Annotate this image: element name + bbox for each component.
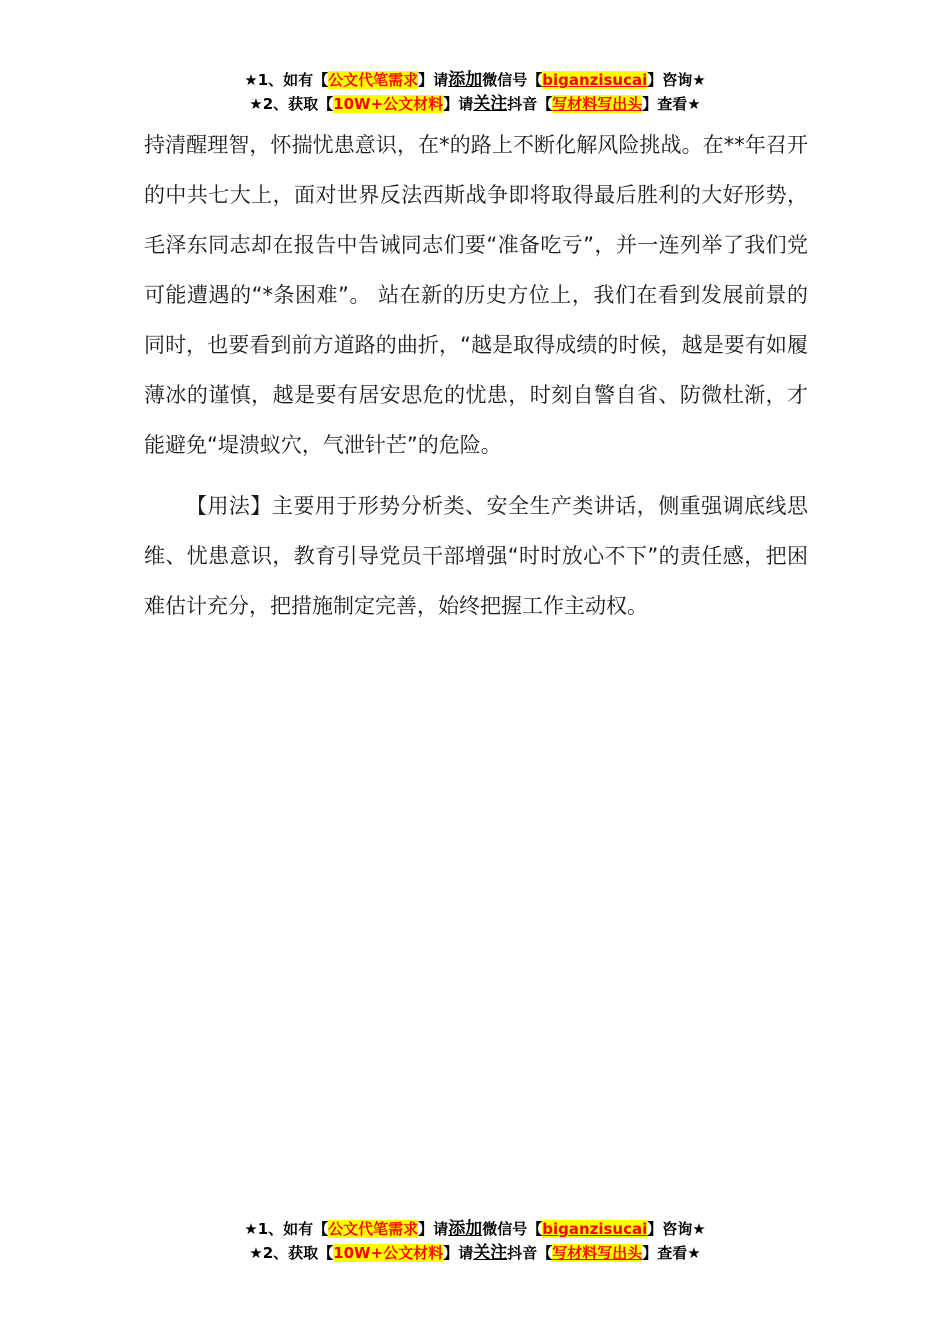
banner-line-2 [0,1241,950,1265]
paragraph-usage: 【用法】主要用于形势分析类、安全生产类讲话，侧重强调底线思维、忧患意识，教育引导党员干部增强“时时放心不下”的责任感，把困难估计充分，把措施制定完善，始终把握工作主动权。 [144,494,808,618]
document-body [144,120,808,631]
banner-text: 微信号【 [482,1220,543,1238]
banner-text: 】咨询★ [647,71,706,89]
highlight-service: 公文代笔需求 [328,1220,419,1238]
highlight-douyin-id: 写材料写出头 [552,95,643,113]
banner-text: 微信号【 [482,71,543,89]
highlight-wechat-id: biganzisucai [542,71,648,89]
banner-text: 】请 [443,1244,474,1262]
banner-text: ★2、获取【 [249,1244,334,1262]
banner-text: ★2、获取【 [249,95,334,113]
bottom-banner [0,1217,950,1265]
banner-text: 】请 [418,1220,449,1238]
banner-text: 】查看★ [642,1244,701,1262]
banner-line-1 [0,68,950,92]
banner-text: ★1、如有【 [244,1220,329,1238]
banner-text: 】请 [443,95,474,113]
banner-text: 抖音【 [507,1244,553,1262]
banner-text: 抖音【 [507,95,553,113]
emphasis-text: 添加 [448,70,483,90]
highlight-wechat-id: biganzisucai [542,1220,648,1238]
banner-text: 】查看★ [642,95,701,113]
highlight-douyin-id: 写材料写出头 [552,1244,643,1262]
highlight-materials: 10W+公文材料 [333,1244,444,1262]
highlight-service: 公文代笔需求 [328,71,419,89]
emphasis-text: 关注 [473,94,508,114]
emphasis-text: 添加 [448,1219,483,1239]
banner-line-1 [0,1217,950,1241]
banner-text: ★1、如有【 [244,71,329,89]
emphasis-text: 关注 [473,1243,508,1263]
banner-line-2 [0,92,950,116]
top-banner [0,68,950,116]
banner-text: 】咨询★ [647,1220,706,1238]
highlight-materials: 10W+公文材料 [333,95,444,113]
paragraph-main: 持清醒理智，怀揣忧患意识，在*的路上不断化解风险挑战。在**年召开的中共七大上，面对世界反法西斯战争即将取得最后胜利的大好形势，毛泽东同志却在报告中告诫同志们要“准备吃亏”，并一连列举了我们党可能遭遇的“*条困难”。 站在新的历史方位上，我们在看到发展前景的同时，也要看到前方道路的曲折，“越是取得成绩的时候，越是要有如履薄冰的谨慎，越是要有居安思危的忧患，时刻自警自省、防微杜渐，才能避免“堤溃蚁穴，气泄针芒”的危险。 [144,133,808,457]
banner-text: 】请 [418,71,449,89]
